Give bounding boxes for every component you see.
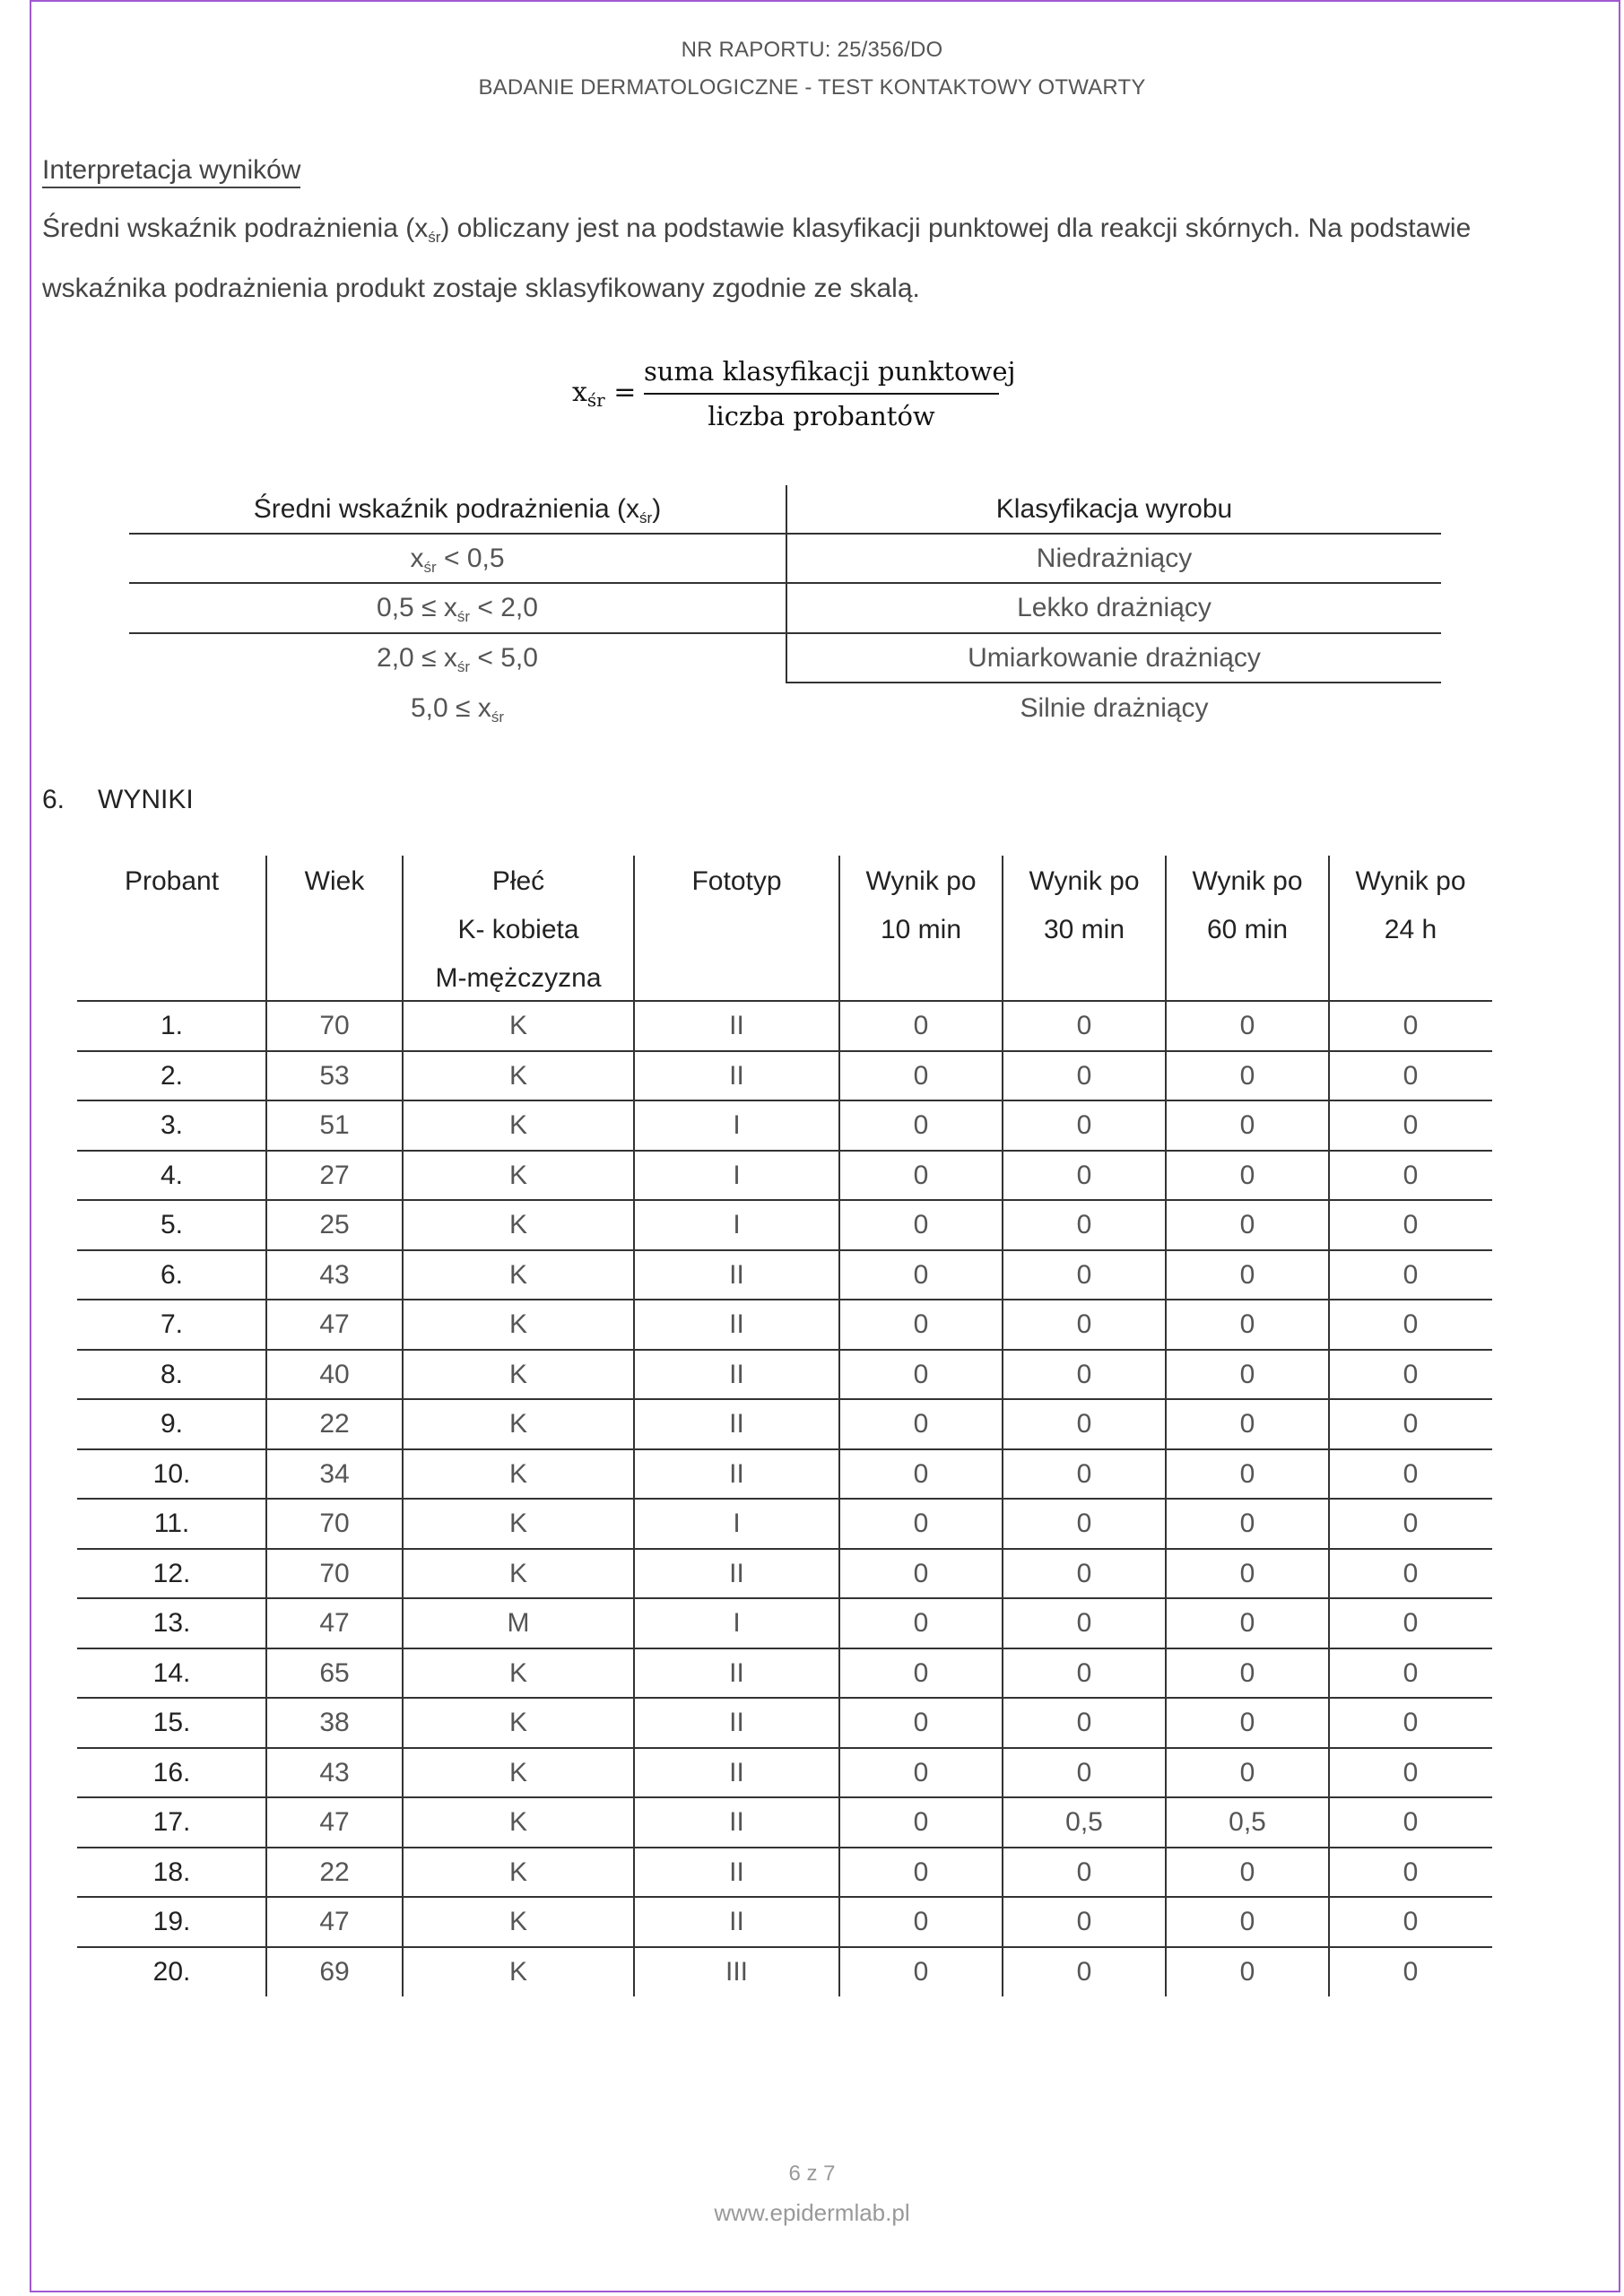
cell-probant: 1. xyxy=(160,1011,184,1040)
cell-probant: 5. xyxy=(160,1210,184,1239)
cell-result-24h: 0 xyxy=(1403,1758,1419,1787)
cell-age: 43 xyxy=(319,1260,350,1290)
paragraph-subscript: śr xyxy=(428,229,441,246)
cell-sex: K xyxy=(508,1309,527,1339)
cell-phototype: II xyxy=(729,1011,744,1040)
classification-label: Silnie drażniący xyxy=(1020,693,1209,723)
cell-age: 47 xyxy=(319,1608,350,1638)
cell-phototype: I xyxy=(733,1210,741,1239)
cell-probant: 18. xyxy=(152,1857,191,1887)
cell-result-24h: 0 xyxy=(1403,1857,1419,1887)
cell-probant: 7. xyxy=(160,1309,184,1339)
cell-sex: K xyxy=(508,1360,527,1389)
cell-result-30min: 0,5 xyxy=(1065,1807,1103,1837)
range-post: < 0,5 xyxy=(436,544,505,573)
cell-result-24h: 0 xyxy=(1403,1658,1419,1688)
cell-result-10min: 0 xyxy=(913,1957,929,1987)
formula-denominator: liczba probantów xyxy=(708,401,935,431)
cell-age: 70 xyxy=(319,1011,350,1040)
cell-result-30min: 0 xyxy=(1076,1708,1092,1737)
cell-age: 47 xyxy=(319,1309,350,1339)
range-sub: śr xyxy=(456,658,471,675)
cell-age: 51 xyxy=(319,1110,350,1140)
header-line: Wynik po xyxy=(865,866,977,896)
cell-sex: K xyxy=(508,1161,527,1190)
cell-phototype: II xyxy=(729,1061,744,1091)
cell-sex: K xyxy=(508,1957,527,1987)
cell-result-30min: 0 xyxy=(1076,1907,1092,1936)
cell-sex: K xyxy=(508,1857,527,1887)
formula-variable: x xyxy=(572,377,587,408)
cell-result-10min: 0 xyxy=(913,1658,929,1688)
page-number: 6 z 7 xyxy=(788,2161,836,2186)
header-line: Wynik po xyxy=(1355,866,1466,896)
cell-sex: K xyxy=(508,1807,527,1837)
formula-fraction xyxy=(644,353,1016,434)
cell-result-60min: 0 xyxy=(1239,1758,1255,1787)
cell-phototype: II xyxy=(729,1807,744,1837)
cell-result-30min: 0 xyxy=(1076,1061,1092,1091)
header-result-24h xyxy=(1329,857,1492,954)
cell-result-10min: 0 xyxy=(913,1210,929,1239)
range-sub: śr xyxy=(491,709,504,726)
cell-result-10min: 0 xyxy=(913,1011,929,1040)
cell-result-30min: 0 xyxy=(1076,1608,1092,1638)
cell-probant: 8. xyxy=(160,1360,184,1389)
header-result-30min xyxy=(1003,857,1166,954)
cell-age: 38 xyxy=(319,1708,350,1737)
range-sub: śr xyxy=(423,559,437,576)
cell-phototype: II xyxy=(729,1360,744,1389)
cell-age: 22 xyxy=(319,1857,350,1887)
header-sex xyxy=(403,857,634,1003)
cell-phototype: II xyxy=(729,1309,744,1339)
cell-result-10min: 0 xyxy=(913,1758,929,1787)
cell-result-60min: 0 xyxy=(1239,1409,1255,1439)
cell-result-30min: 0 xyxy=(1076,1509,1092,1538)
classification-label: Umiarkowanie drażniący xyxy=(968,643,1261,673)
cell-result-24h: 0 xyxy=(1403,1011,1419,1040)
cell-probant: 12. xyxy=(152,1559,191,1588)
section-title: WYNIKI xyxy=(98,785,194,814)
cell-phototype: II xyxy=(729,1459,744,1489)
cell-result-60min: 0 xyxy=(1239,1210,1255,1239)
cell-result-60min: 0 xyxy=(1239,1509,1255,1538)
header-line: 24 h xyxy=(1384,915,1437,944)
cell-result-30min: 0 xyxy=(1076,1758,1092,1787)
formula-subscript: śr xyxy=(586,389,605,411)
cell-result-24h: 0 xyxy=(1403,1559,1419,1588)
cell-sex: K xyxy=(508,1559,527,1588)
cell-probant: 3. xyxy=(160,1110,184,1140)
cell-result-60min: 0 xyxy=(1239,1161,1255,1190)
paragraph-text-cont: ) obliczany jest na podstawie klasyfikacji punktowej dla reakcji skórnych. Na podstawie wskaźnika podrażnienia produkt zostaje sklasyfikowany zgodnie ze skalą. xyxy=(42,213,1472,303)
cell-result-24h: 0 xyxy=(1403,1210,1419,1239)
cell-result-60min: 0 xyxy=(1239,1559,1255,1588)
cell-result-10min: 0 xyxy=(913,1907,929,1936)
cell-phototype: II xyxy=(729,1658,744,1688)
cell-probant: 16. xyxy=(152,1758,191,1787)
website-link[interactable]: www.epidermlab.pl xyxy=(714,2199,910,2226)
cell-phototype: I xyxy=(733,1608,741,1638)
cell-result-24h: 0 xyxy=(1403,1360,1419,1389)
cell-result-60min: 0 xyxy=(1239,1957,1255,1987)
cell-age: 22 xyxy=(319,1409,350,1439)
classification-label: Niedrażniący xyxy=(1036,544,1193,573)
cell-result-60min: 0 xyxy=(1239,1110,1255,1140)
cell-sex: K xyxy=(508,1509,527,1538)
header-line: Probant xyxy=(124,866,220,896)
range-post: < 5,0 xyxy=(470,643,538,673)
cell-result-30min: 0 xyxy=(1076,1658,1092,1688)
range-post: < 2,0 xyxy=(470,593,538,622)
cell-result-60min: 0 xyxy=(1239,1658,1255,1688)
classification-label: Lekko drażniący xyxy=(1017,593,1211,622)
header-line: 30 min xyxy=(1043,915,1125,944)
cell-result-60min: 0 xyxy=(1239,1708,1255,1737)
cell-probant: 4. xyxy=(160,1161,184,1190)
cell-result-30min: 0 xyxy=(1076,1309,1092,1339)
cell-result-60min: 0 xyxy=(1239,1260,1255,1290)
header-line: Płeć xyxy=(491,866,545,896)
cell-age: 47 xyxy=(319,1907,350,1936)
cell-result-60min: 0 xyxy=(1239,1857,1255,1887)
range-pre: 5,0 ≤ x xyxy=(410,693,491,723)
cell-age: 43 xyxy=(319,1758,350,1787)
header-result-10min xyxy=(839,857,1003,954)
cell-result-24h: 0 xyxy=(1403,1161,1419,1190)
cell-result-30min: 0 xyxy=(1076,1409,1092,1439)
cell-sex: M xyxy=(507,1608,530,1638)
cell-sex: K xyxy=(508,1409,527,1439)
header-line: Wiek xyxy=(304,866,365,896)
cell-age: 40 xyxy=(319,1360,350,1389)
cell-phototype: I xyxy=(733,1110,741,1140)
interpretation-title: Interpretacja wyników xyxy=(42,154,300,188)
header-line: 10 min xyxy=(880,915,962,944)
cell-age: 27 xyxy=(319,1161,350,1190)
cell-sex: K xyxy=(508,1658,527,1688)
paragraph-text: Średni wskaźnik podrażnienia (x xyxy=(42,213,429,243)
header-line: Wynik po xyxy=(1029,866,1140,896)
cell-sex: K xyxy=(508,1011,527,1040)
cell-result-60min: 0 xyxy=(1239,1360,1255,1389)
cell-result-30min: 0 xyxy=(1076,1857,1092,1887)
fraction-bar xyxy=(644,393,999,395)
cell-probant: 19. xyxy=(152,1907,191,1936)
cell-probant: 2. xyxy=(160,1061,184,1091)
cell-probant: 11. xyxy=(153,1509,190,1538)
cell-result-10min: 0 xyxy=(913,1708,929,1737)
cell-result-10min: 0 xyxy=(913,1260,929,1290)
cell-result-30min: 0 xyxy=(1076,1459,1092,1489)
header-text: Średni wskaźnik podrażnienia (x xyxy=(253,494,640,524)
cell-phototype: I xyxy=(733,1161,741,1190)
cell-age: 69 xyxy=(319,1957,350,1987)
cell-result-10min: 0 xyxy=(913,1061,929,1091)
cell-probant: 10. xyxy=(152,1459,191,1489)
cell-age: 53 xyxy=(319,1061,350,1091)
cell-result-24h: 0 xyxy=(1403,1608,1419,1638)
cell-probant: 9. xyxy=(160,1409,184,1439)
header-phototype xyxy=(634,857,839,906)
cell-result-24h: 0 xyxy=(1403,1309,1419,1339)
cell-result-24h: 0 xyxy=(1403,1409,1419,1439)
header-line: K- kobieta xyxy=(457,915,579,944)
cell-phototype: III xyxy=(725,1957,748,1987)
cell-result-10min: 0 xyxy=(913,1110,929,1140)
formula-numerator: suma klasyfikacji punktowej xyxy=(644,356,1016,387)
cell-result-60min: 0 xyxy=(1239,1907,1255,1936)
cell-probant: 17. xyxy=(152,1807,191,1837)
header-line: Wynik po xyxy=(1192,866,1303,896)
cell-age: 47 xyxy=(319,1807,350,1837)
header-line: M-mężczyzna xyxy=(435,963,602,993)
range-var: x xyxy=(410,544,424,573)
cell-sex: K xyxy=(508,1110,527,1140)
cell-result-60min: 0 xyxy=(1239,1011,1255,1040)
header-line: Fototyp xyxy=(691,866,782,896)
cell-result-24h: 0 xyxy=(1403,1061,1419,1091)
cell-result-30min: 0 xyxy=(1076,1161,1092,1190)
cell-result-24h: 0 xyxy=(1403,1509,1419,1538)
cell-probant: 14. xyxy=(152,1658,191,1688)
header-age xyxy=(266,857,403,906)
cell-age: 70 xyxy=(319,1509,350,1538)
cell-phototype: II xyxy=(729,1260,744,1290)
cell-result-60min: 0 xyxy=(1239,1309,1255,1339)
formula-equals: = xyxy=(613,377,637,408)
formula-lhs xyxy=(572,377,636,411)
cell-result-10min: 0 xyxy=(913,1857,929,1887)
cell-result-10min: 0 xyxy=(913,1309,929,1339)
range-pre: 2,0 ≤ x xyxy=(377,643,457,673)
cell-result-10min: 0 xyxy=(913,1807,929,1837)
range-sub: śr xyxy=(456,608,471,625)
cell-phototype: II xyxy=(729,1409,744,1439)
cell-phototype: II xyxy=(729,1559,744,1588)
header-probant xyxy=(77,857,266,906)
cell-result-60min: 0,5 xyxy=(1229,1807,1266,1837)
cell-result-60min: 0 xyxy=(1239,1608,1255,1638)
cell-probant: 6. xyxy=(160,1260,184,1290)
report-number: NR RAPORTU: 25/356/DO xyxy=(681,38,943,62)
cell-result-60min: 0 xyxy=(1239,1061,1255,1091)
cell-result-10min: 0 xyxy=(913,1409,929,1439)
cell-phototype: II xyxy=(729,1758,744,1787)
cell-result-60min: 0 xyxy=(1239,1459,1255,1489)
cell-result-24h: 0 xyxy=(1403,1957,1419,1987)
header-close: ) xyxy=(652,494,662,524)
classification-range xyxy=(129,683,786,742)
cell-sex: K xyxy=(508,1459,527,1489)
cell-result-30min: 0 xyxy=(1076,1011,1092,1040)
cell-result-30min: 0 xyxy=(1076,1110,1092,1140)
cell-result-30min: 0 xyxy=(1076,1957,1092,1987)
cell-result-30min: 0 xyxy=(1076,1559,1092,1588)
cell-result-10min: 0 xyxy=(913,1161,929,1190)
cell-age: 25 xyxy=(319,1210,350,1239)
results-section-heading xyxy=(42,785,194,815)
report-title: BADANIE DERMATOLOGICZNE - TEST KONTAKTOWY OTWARTY xyxy=(478,75,1146,100)
cell-sex: K xyxy=(508,1210,527,1239)
section-number: 6. xyxy=(42,785,65,814)
cell-sex: K xyxy=(508,1708,527,1737)
cell-sex: K xyxy=(508,1758,527,1787)
cell-result-10min: 0 xyxy=(913,1608,929,1638)
cell-probant: 15. xyxy=(152,1708,191,1737)
cell-result-10min: 0 xyxy=(913,1509,929,1538)
cell-result-10min: 0 xyxy=(913,1360,929,1389)
cell-age: 65 xyxy=(319,1658,350,1688)
range-pre: 0,5 ≤ x xyxy=(377,593,457,622)
cell-phototype: II xyxy=(729,1857,744,1887)
cell-result-30min: 0 xyxy=(1076,1210,1092,1239)
interpretation-paragraph xyxy=(42,203,1567,314)
cell-age: 70 xyxy=(319,1559,350,1588)
cell-sex: K xyxy=(508,1907,527,1936)
cell-result-10min: 0 xyxy=(913,1459,929,1489)
cell-phototype: II xyxy=(729,1708,744,1737)
cell-sex: K xyxy=(508,1061,527,1091)
header-result-60min xyxy=(1166,857,1329,954)
cell-result-30min: 0 xyxy=(1076,1260,1092,1290)
cell-sex: K xyxy=(508,1260,527,1290)
cell-result-30min: 0 xyxy=(1076,1360,1092,1389)
cell-phototype: II xyxy=(729,1907,744,1936)
classification-header-class: Klasyfikacja wyrobu xyxy=(995,494,1233,524)
cell-result-10min: 0 xyxy=(913,1559,929,1588)
cell-result-24h: 0 xyxy=(1403,1907,1419,1936)
cell-probant: 20. xyxy=(152,1957,191,1987)
cell-age: 34 xyxy=(319,1459,350,1489)
cell-result-24h: 0 xyxy=(1403,1459,1419,1489)
cell-result-24h: 0 xyxy=(1403,1708,1419,1737)
cell-probant: 13. xyxy=(152,1608,191,1638)
cell-result-24h: 0 xyxy=(1403,1110,1419,1140)
cell-result-24h: 0 xyxy=(1403,1260,1419,1290)
header-sub: śr xyxy=(639,509,653,526)
header-line: 60 min xyxy=(1206,915,1289,944)
cell-phototype: I xyxy=(733,1509,741,1538)
cell-result-24h: 0 xyxy=(1403,1807,1419,1837)
